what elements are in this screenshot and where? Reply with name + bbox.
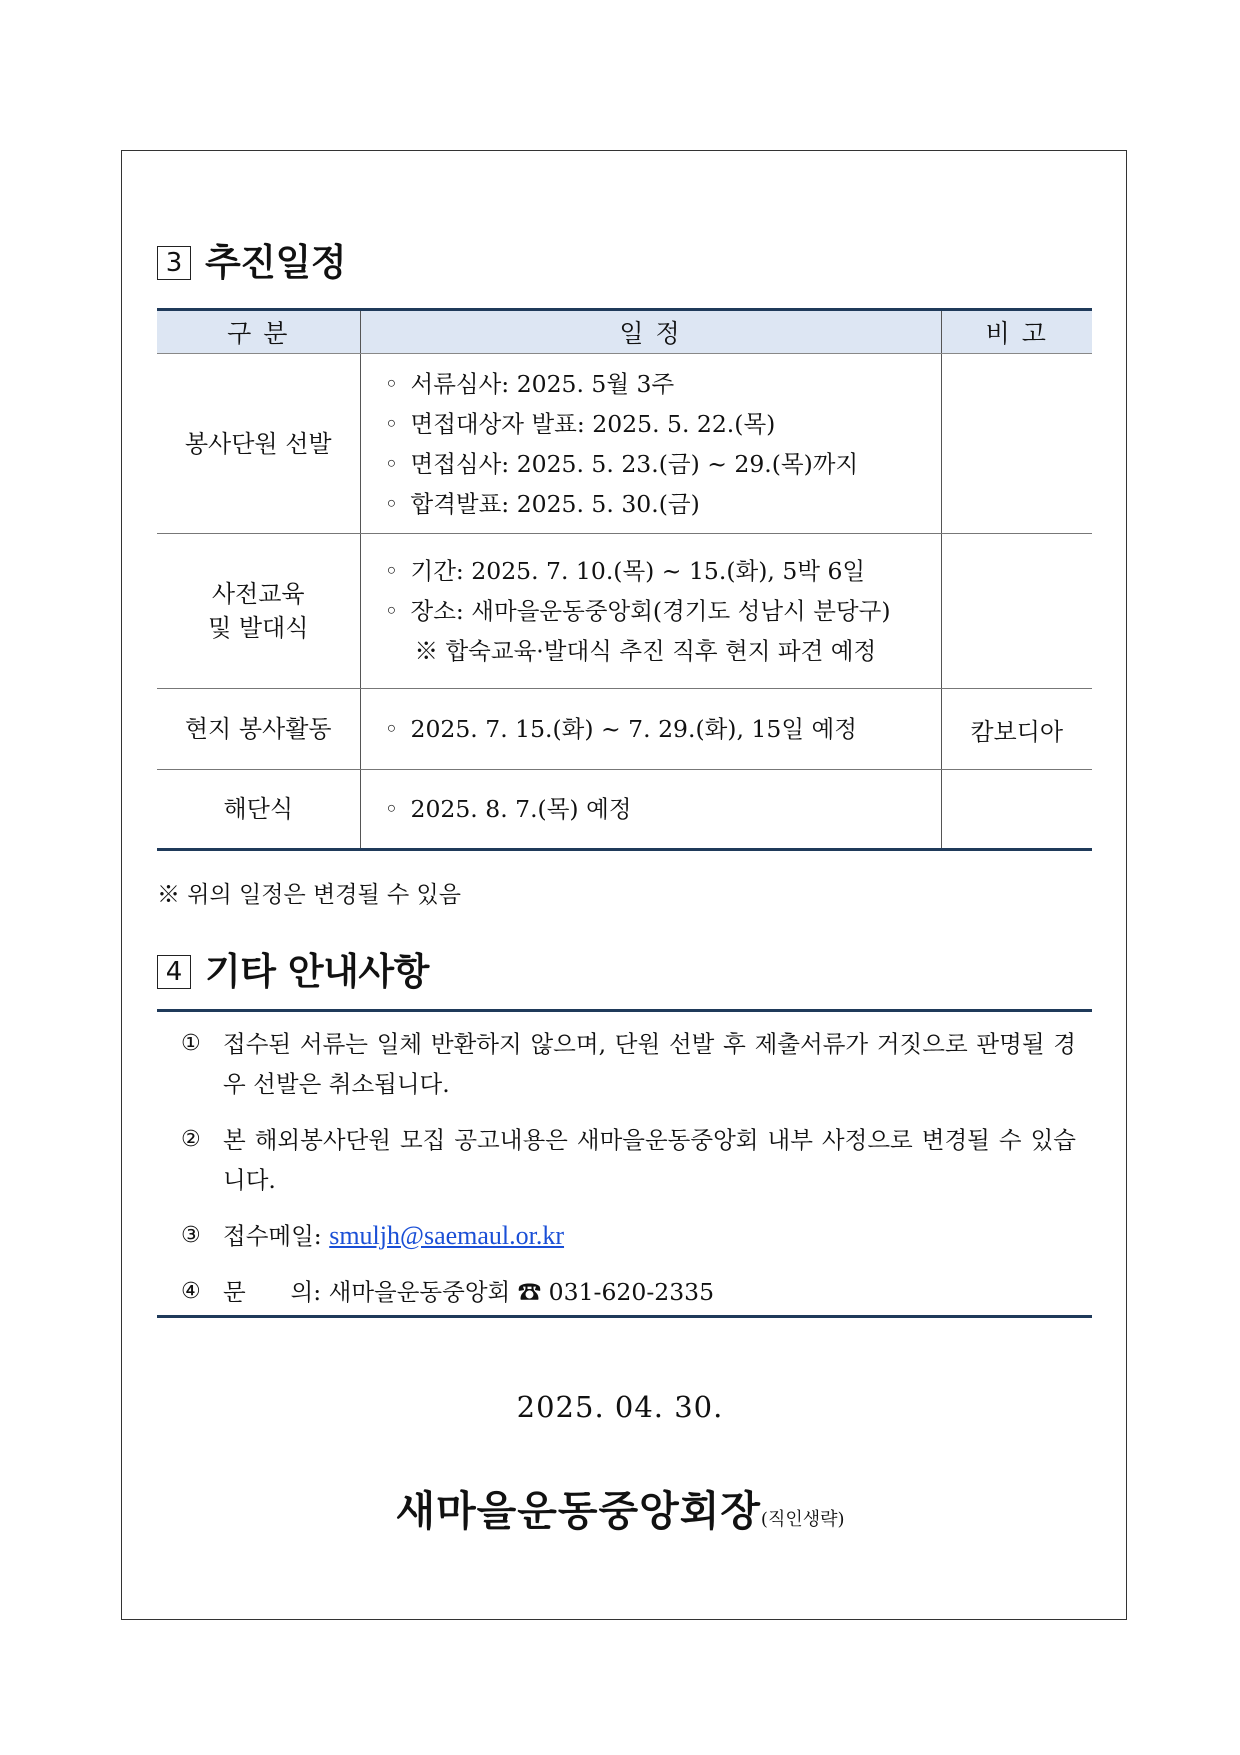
notice-text: 접수된 서류는 일체 반환하지 않으며, 단원 선발 후 제출서류가 거짓으로 판명될 경우 선발은 취소됩니다. (223, 1030, 1076, 1098)
row-note (941, 770, 1092, 850)
section-4-title: 기타 안내사항 (205, 950, 429, 993)
schedule-item: ◦ 장소: 새마을운동중앙회(경기도 성남시 분당구) (384, 597, 891, 625)
row-schedule (360, 354, 941, 534)
row-category: 사전교육 및 발대식 (157, 534, 360, 689)
notice-number: ③ (181, 1223, 201, 1248)
row-schedule (360, 770, 941, 850)
notice-text: 본 해외봉사단원 모집 공고내용은 새마을운동중앙회 내부 사정으로 변경될 수 있습니다. (223, 1126, 1076, 1194)
schedule-subnote: ※ 합숙교육·발대식 추진 직후 현지 파견 예정 (414, 637, 877, 665)
notice-bottom-rule (157, 1315, 1092, 1318)
header-schedule: 일 정 (360, 310, 941, 354)
row-schedule (360, 534, 941, 689)
schedule-item: ◦ 2025. 7. 15.(화) ~ 7. 29.(화), 15일 예정 (384, 715, 857, 743)
notice-number: ④ (181, 1279, 201, 1304)
contact-text: 새마을운동중앙회 ☎ 031-620-2335 (328, 1278, 715, 1306)
seal-note: (직인생략) (760, 1509, 845, 1530)
schedule-footnote: ※ 위의 일정은 변경될 수 있음 (157, 882, 461, 908)
schedule-item: ◦ 기간: 2025. 7. 10.(목) ~ 15.(화), 5박 6일 (384, 557, 866, 585)
notice-top-rule (157, 1009, 1092, 1012)
notice-list (181, 1024, 1076, 1328)
schedule-item: ◦ 면접심사: 2025. 5. 23.(금) ~ 29.(목)까지 (384, 449, 859, 478)
document-date: 2025. 04. 30. (516, 1390, 724, 1424)
email-link[interactable]: smuljh@saemaul.or.kr (329, 1221, 565, 1250)
notice-number: ① (181, 1031, 201, 1056)
schedule-item: ◦ 2025. 8. 7.(목) 예정 (384, 795, 632, 823)
table-row (157, 354, 1092, 534)
list-item (181, 1272, 1076, 1312)
schedule-table (157, 308, 1092, 851)
list-item (181, 1024, 1076, 1104)
header-category: 구 분 (157, 310, 360, 354)
row-category: 현지 봉사활동 (157, 689, 360, 770)
schedule-item: ◦ 합격발표: 2025. 5. 30.(금) (384, 489, 700, 518)
row-schedule (360, 689, 941, 770)
issuer-name: 새마을운동중앙회장 (395, 1487, 761, 1535)
schedule-item: ◦ 서류심사: 2025. 5월 3주 (384, 369, 675, 398)
row-note: 캄보디아 (941, 689, 1092, 770)
notice-number: ② (181, 1127, 201, 1152)
row-category: 해단식 (157, 770, 360, 850)
section-4-number: 4 (157, 955, 191, 989)
list-item (181, 1216, 1076, 1256)
row-note (941, 534, 1092, 689)
email-label: 접수메일: (223, 1222, 322, 1250)
schedule-item: ◦ 면접대상자 발표: 2025. 5. 22.(목) (384, 409, 776, 438)
contact-label: 문 의: (223, 1278, 322, 1306)
section-4-heading (157, 950, 429, 993)
table-row (157, 534, 1092, 689)
section-3-number: 3 (157, 246, 191, 280)
row-category: 봉사단원 선발 (157, 354, 360, 534)
header-note: 비 고 (941, 310, 1092, 354)
issuer-signature (0, 1478, 1240, 1537)
list-item (181, 1120, 1076, 1200)
row-note (941, 354, 1092, 534)
section-3-title: 추진일정 (205, 241, 346, 284)
section-3-heading (157, 241, 346, 284)
table-row (157, 770, 1092, 850)
table-row (157, 689, 1092, 770)
schedule-header-row (157, 310, 1092, 354)
